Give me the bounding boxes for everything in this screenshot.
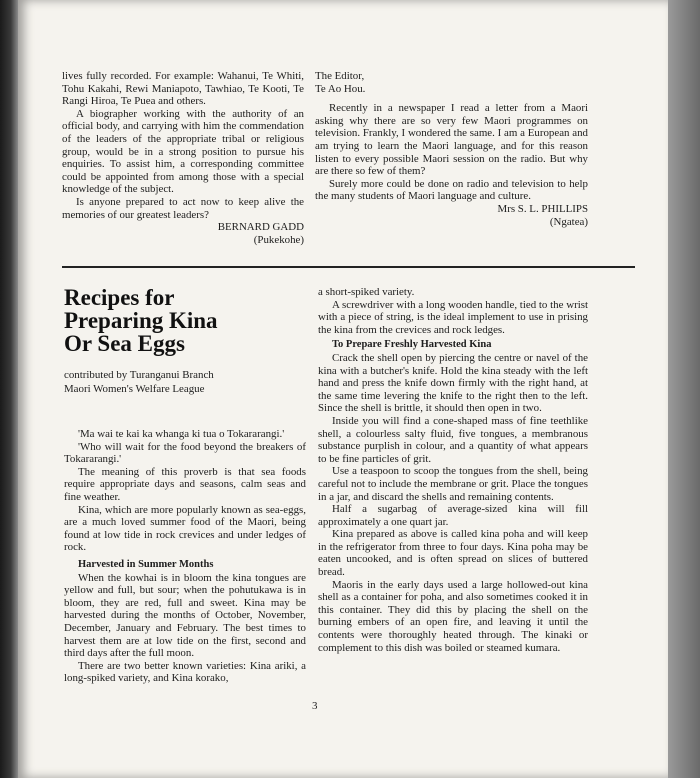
title-line: Recipes for bbox=[64, 285, 175, 310]
article-right-column bbox=[318, 286, 588, 654]
letter-salutation: The Editor, bbox=[315, 70, 365, 82]
section-divider bbox=[62, 266, 635, 268]
article-paragraph: Crack the shell open by piercing the centre or navel of the kina with a butcher's knife. Hold the kina steady with the left hand and press the knife down firmly with the right hand, at the same time levering the knife to the right then to the left. Since the shell is brittle, it should then open in two. bbox=[318, 351, 588, 415]
section-subhead: Harvested in Summer Months bbox=[78, 558, 214, 570]
signature-place: (Ngatea) bbox=[549, 215, 588, 228]
article-paragraph: Kina, which are more popularly known as sea-eggs, are a much loved summer food of the Maori, being found at low tide in rock crevices and under ledges of rock. bbox=[64, 503, 306, 554]
signature-place: (Pukekohe) bbox=[253, 233, 304, 246]
article-paragraph: When the kowhai is in bloom the kina tongues are yellow and full, but sour; when the pohutukawa is in bloom, they are red, full and sweet. Kina may be harvested during the months of October, November, December, January and February. The best times to harvest them are at low tide on the first, second and third days after the full moon. bbox=[64, 571, 306, 660]
article-paragraph: a short-spiked variety. bbox=[318, 286, 415, 298]
title-line: Preparing Kina bbox=[64, 308, 218, 333]
letter-phillips bbox=[315, 70, 588, 228]
article-paragraph: A screwdriver with a long wooden handle, tied to the wrist with a piece of string, is the ideal implement to use in prising the kina from the crevices and rock ledges. bbox=[318, 298, 588, 336]
title-line: Or Sea Eggs bbox=[64, 331, 185, 356]
article-paragraph: Use a teaspoon to scoop the tongues from the shell, being careful not to include the membrane or grit. Place the tongues in a jar, and discard the shells and remaining contents. bbox=[318, 465, 588, 503]
letter-paragraph: Recently in a newspaper I read a letter from a Maori asking why there are so very few Maori programmes on television. Frankly, I wondered the same. I am a European and am trying to learn the Maori language, and for this reason listen to every possible Maori session on the radio. But why are there so few of them? bbox=[315, 102, 588, 178]
letter-paragraph: Is anyone prepared to act now to keep alive the memories of our greatest leaders? bbox=[62, 195, 304, 221]
article-paragraph: Half a sugarbag of average-sized kina will fill approximately a one quart jar. bbox=[318, 503, 588, 528]
signature-name: BERNARD GADD bbox=[217, 221, 304, 234]
letter-paragraph: A biographer working with the authority of an official body, and carrying with him the commendation of the leaders of the appropriate tribal or religious group, would be in a strong position to pursue his enquiries. To assist him, a corresponding committee could be appointed from among those with a special knowledge of the subject. bbox=[62, 107, 304, 196]
letter-paragraph: lives fully recorded. For example: Wahanui, Te Whiti, Tohu Kakahi, Rewi Maniapoto, Tawhiao, Te Kooti, Te Rangi Hiroa, Te Puea and others. bbox=[62, 70, 304, 108]
letter-gadd bbox=[62, 70, 304, 246]
article-title bbox=[64, 286, 304, 355]
article-byline bbox=[64, 368, 304, 396]
page-number: 3 bbox=[312, 700, 318, 712]
page-edge bbox=[668, 0, 700, 778]
byline-line: Maori Women's Welfare League bbox=[64, 383, 205, 395]
article-paragraph: 'Ma wai te kai ka whanga ki tua o Tokararangi.' bbox=[78, 428, 285, 440]
article-paragraph: 'Who will wait for the food beyond the breakers of Tokararangi.' bbox=[64, 440, 306, 466]
signature-name: Mrs S. L. PHILLIPS bbox=[497, 202, 588, 215]
byline-line: contributed by Turanganui Branch bbox=[64, 369, 214, 381]
article-paragraph: Inside you will find a cone-shaped mass of fine teethlike shell, a colourless salty fluid, five tongues, a membranous substance purplish in colour, and a quantity of what appears to be fine particles of grit. bbox=[318, 414, 588, 465]
section-subhead: To Prepare Freshly Harvested Kina bbox=[332, 339, 492, 351]
article-paragraph: The meaning of this proverb is that sea foods require appropriate days and seasons, calm seas and fine weather. bbox=[64, 465, 306, 503]
article-paragraph: There are two better known varieties: Kina ariki, a long-spiked variety, and Kina korako, bbox=[64, 659, 306, 685]
book-binding bbox=[0, 0, 18, 778]
article-left-column bbox=[64, 428, 306, 685]
letter-salutation: Te Ao Hou. bbox=[315, 82, 366, 95]
article-paragraph: Maoris in the early days used a large hollowed-out kina shell as a container for poha, and also sometimes cooked it in this container. They did this by placing the shell on the burning embers of an open fire, and leaving it until the contents were thoroughly heated through. The kinaki or complement to this dish was boiled or steamed kumara. bbox=[318, 578, 588, 654]
article-paragraph: Kina prepared as above is called kina poha and will keep in the refrigerator from three to four days. Kina poha may be eaten uncooked, and is often spread on slices of buttered bread. bbox=[318, 528, 588, 579]
letter-paragraph: Surely more could be done on radio and television to help the many students of Maori language and culture. bbox=[315, 177, 588, 203]
